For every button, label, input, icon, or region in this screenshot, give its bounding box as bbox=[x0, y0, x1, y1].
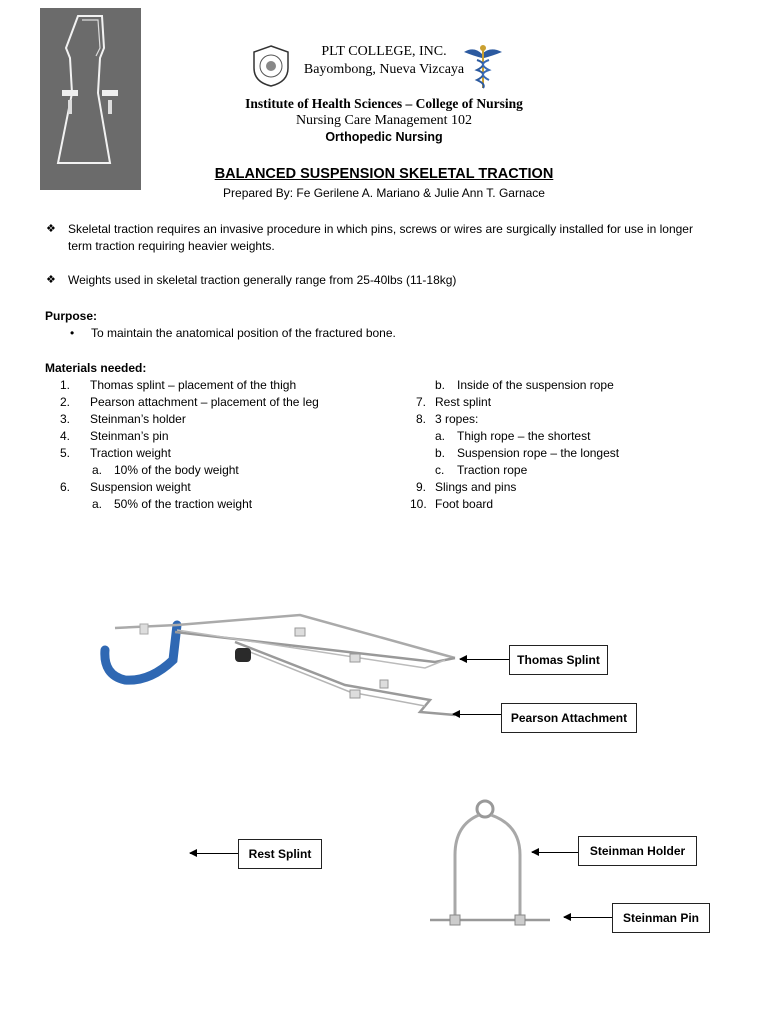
label-pearson-attachment: Pearson Attachment bbox=[501, 703, 637, 733]
list-item: 10. Foot board bbox=[410, 497, 494, 511]
label-steinman-pin: Steinman Pin bbox=[612, 903, 710, 933]
list-item: 5. Traction weight bbox=[59, 446, 171, 460]
bullet-skeletal-traction: Skeletal traction requires an invasive procedure in which pins, screws or wires are surgically installed for use in longer term traction requiring heavier weights. bbox=[68, 222, 693, 253]
list-item: 4. Steinman’s pin bbox=[59, 429, 169, 443]
steinman-holder-illustration bbox=[425, 795, 555, 935]
list-item: a. Thigh rope – the shortest bbox=[435, 429, 591, 443]
college-location: Bayombong, Nueva Vizcaya bbox=[303, 62, 465, 77]
arrow-left-icon bbox=[460, 659, 510, 660]
purpose-item: To maintain the anatomical position of the fractured bone. bbox=[91, 326, 396, 340]
label-thomas-splint: Thomas Splint bbox=[509, 645, 608, 675]
label-steinman-holder: Steinman Holder bbox=[578, 836, 697, 866]
list-item: 7. Rest splint bbox=[415, 395, 492, 409]
document-title: BALANCED SUSPENSION SKELETAL TRACTION bbox=[214, 166, 554, 182]
arrow-left-icon bbox=[453, 714, 501, 715]
prepared-by: Prepared By: Fe Gerilene A. Mariano & Julie Ann T. Garnace bbox=[223, 186, 545, 200]
purpose-heading: Purpose: bbox=[45, 309, 98, 323]
list-item: 9. Slings and pins bbox=[415, 480, 517, 494]
list-item: 8. 3 ropes: bbox=[415, 412, 479, 426]
institute-name: Institute of Health Sciences – College of Nursing bbox=[245, 96, 523, 111]
bullet-weights: Weights used in skeletal traction generally range from 25-40lbs (11-18kg) bbox=[68, 273, 457, 287]
list-item: b. Suspension rope – the longest bbox=[435, 446, 620, 460]
college-name: PLT COLLEGE, INC. bbox=[321, 44, 447, 59]
list-item: c. Traction rope bbox=[435, 463, 528, 477]
diamond-bullet-icon: ❖ bbox=[46, 274, 56, 286]
rest-splint-photo bbox=[40, 8, 141, 190]
diamond-bullet-icon: ❖ bbox=[46, 223, 56, 235]
list-item: a. 10% of the body weight bbox=[92, 463, 239, 477]
subject-name: Orthopedic Nursing bbox=[325, 130, 443, 144]
list-item: 1. Thomas splint – placement of the thigh bbox=[59, 378, 297, 392]
list-item: 2. Pearson attachment – placement of the leg bbox=[59, 395, 319, 409]
materials-heading: Materials needed: bbox=[45, 361, 147, 375]
list-item: a. 50% of the traction weight bbox=[92, 497, 253, 511]
materials-right-list bbox=[410, 377, 750, 513]
course-name: Nursing Care Management 102 bbox=[295, 113, 473, 128]
arrow-left-icon bbox=[532, 852, 578, 853]
list-item: b. Inside of the suspension rope bbox=[435, 378, 614, 392]
materials-left-list bbox=[46, 377, 406, 513]
arrow-left-icon bbox=[564, 917, 612, 918]
thomas-splint-illustration bbox=[95, 610, 465, 730]
list-item: 3. Steinman’s holder bbox=[59, 412, 186, 426]
arrow-left-icon bbox=[190, 853, 238, 854]
dot-bullet-icon: • bbox=[70, 326, 75, 340]
label-rest-splint: Rest Splint bbox=[238, 839, 322, 869]
list-item: 6. Suspension weight bbox=[59, 480, 191, 494]
